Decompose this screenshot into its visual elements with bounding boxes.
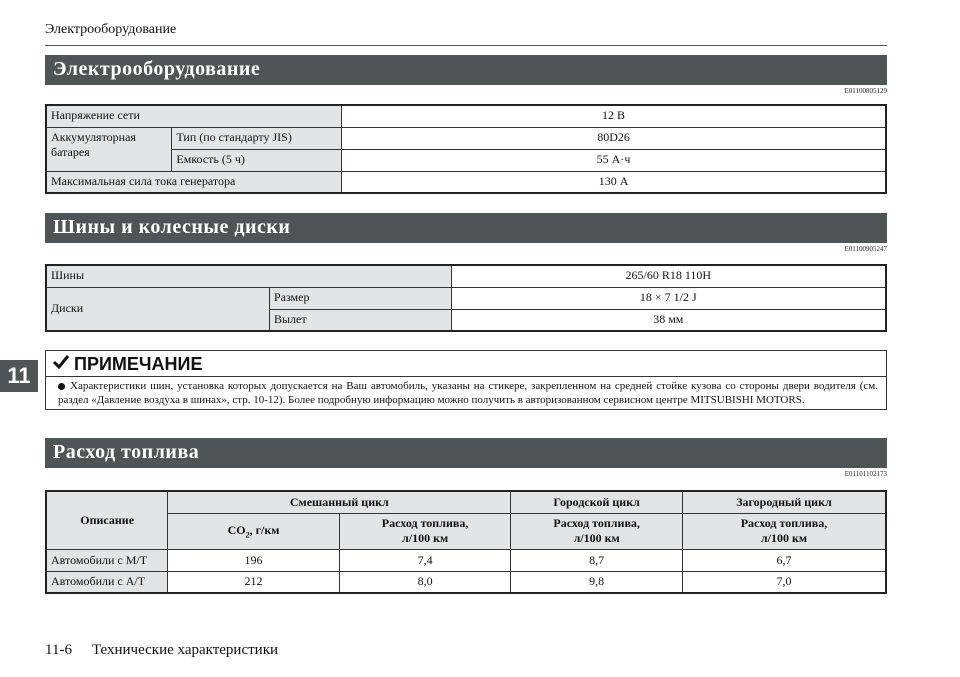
electrical-table bbox=[45, 104, 887, 194]
section-code-electrical: E01100805129 bbox=[844, 87, 887, 95]
voltage-value: 12 В bbox=[342, 105, 886, 127]
cell-combined: 7,4 bbox=[339, 549, 511, 571]
cell-extra: 7,0 bbox=[682, 571, 886, 593]
tires-table bbox=[45, 264, 887, 332]
section-title-tires: Шины и колесные диски bbox=[45, 213, 887, 243]
note-box bbox=[45, 350, 887, 410]
note-body: Характеристики шин, установка которых допускается на Ваш автомобиль, указаны на стикере, закрепленном на средней стойке кузова со стороны двери водителя (см. раздел «Давление воздуха в шинах», стр. 10-12). Более подробную информацию можно получить в авторизованном сервисном центре MITSUBISHI MOTORS. bbox=[58, 380, 878, 406]
battery-capacity-label: Емкость (5 ч) bbox=[172, 149, 342, 171]
tires-label: Шины bbox=[46, 265, 451, 287]
bullet-icon bbox=[58, 383, 65, 390]
voltage-label: Напряжение сети bbox=[46, 105, 342, 127]
col-extra-urban: Загородный цикл bbox=[682, 491, 886, 513]
offset-value: 38 мм bbox=[451, 309, 886, 331]
fuel-table bbox=[45, 490, 887, 594]
battery-capacity-value: 55 А·ч bbox=[342, 149, 886, 171]
running-head: Электрооборудование bbox=[45, 22, 177, 37]
page-number: 11-6 bbox=[45, 642, 72, 658]
table-row bbox=[46, 549, 886, 571]
header-rule bbox=[45, 45, 887, 46]
size-value: 18 × 7 1/2 J bbox=[451, 287, 886, 309]
section-code-tires: E01100905247 bbox=[844, 245, 887, 253]
page-footer bbox=[45, 642, 298, 659]
note-heading-text: ПРИМЕЧАНИЕ bbox=[74, 354, 203, 374]
col-consumption-extra: Расход топлива, л/100 км bbox=[682, 513, 886, 549]
col-consumption-urban: Расход топлива, л/100 км bbox=[511, 513, 683, 549]
cell-co2: 196 bbox=[168, 549, 339, 571]
section-code-fuel: E01101102173 bbox=[844, 470, 887, 478]
note-text bbox=[58, 379, 878, 407]
cell-co2: 212 bbox=[168, 571, 339, 593]
row-label: Автомобили с М/Т bbox=[46, 549, 168, 571]
col-co2: $CO_2$, г/км bbox=[168, 513, 339, 549]
note-heading bbox=[52, 354, 202, 375]
cell-urban: 9,8 bbox=[511, 571, 683, 593]
generator-value: 130 А bbox=[342, 171, 886, 193]
section-title-fuel: Расход топлива bbox=[45, 438, 887, 468]
chapter-tab: 11 bbox=[0, 360, 38, 392]
battery-label: Аккумуляторная батарея bbox=[46, 127, 172, 171]
col-consumption-combined: Расход топлива, л/100 км bbox=[339, 513, 511, 549]
size-label: Размер bbox=[269, 287, 451, 309]
table-row bbox=[46, 571, 886, 593]
note-divider bbox=[46, 376, 886, 377]
generator-label: Максимальная сила тока генератора bbox=[46, 171, 342, 193]
tires-value: 265/60 R18 110H bbox=[451, 265, 886, 287]
cell-extra: 6,7 bbox=[682, 549, 886, 571]
col-urban: Городской цикл bbox=[511, 491, 683, 513]
col-description: Описание bbox=[46, 491, 168, 549]
col-combined: Смешанный цикл bbox=[168, 491, 511, 513]
battery-type-label: Тип (по стандарту JIS) bbox=[172, 127, 342, 149]
section-title-electrical: Электрооборудование bbox=[45, 55, 887, 85]
footer-chapter: Технические характеристики bbox=[91, 642, 279, 658]
checkmark-icon bbox=[52, 354, 70, 375]
cell-combined: 8,0 bbox=[339, 571, 511, 593]
row-label: Автомобили с А/Т bbox=[46, 571, 168, 593]
offset-label: Вылет bbox=[269, 309, 451, 331]
cell-urban: 8,7 bbox=[511, 549, 683, 571]
wheels-label: Диски bbox=[46, 287, 269, 331]
battery-type-value: 80D26 bbox=[342, 127, 886, 149]
